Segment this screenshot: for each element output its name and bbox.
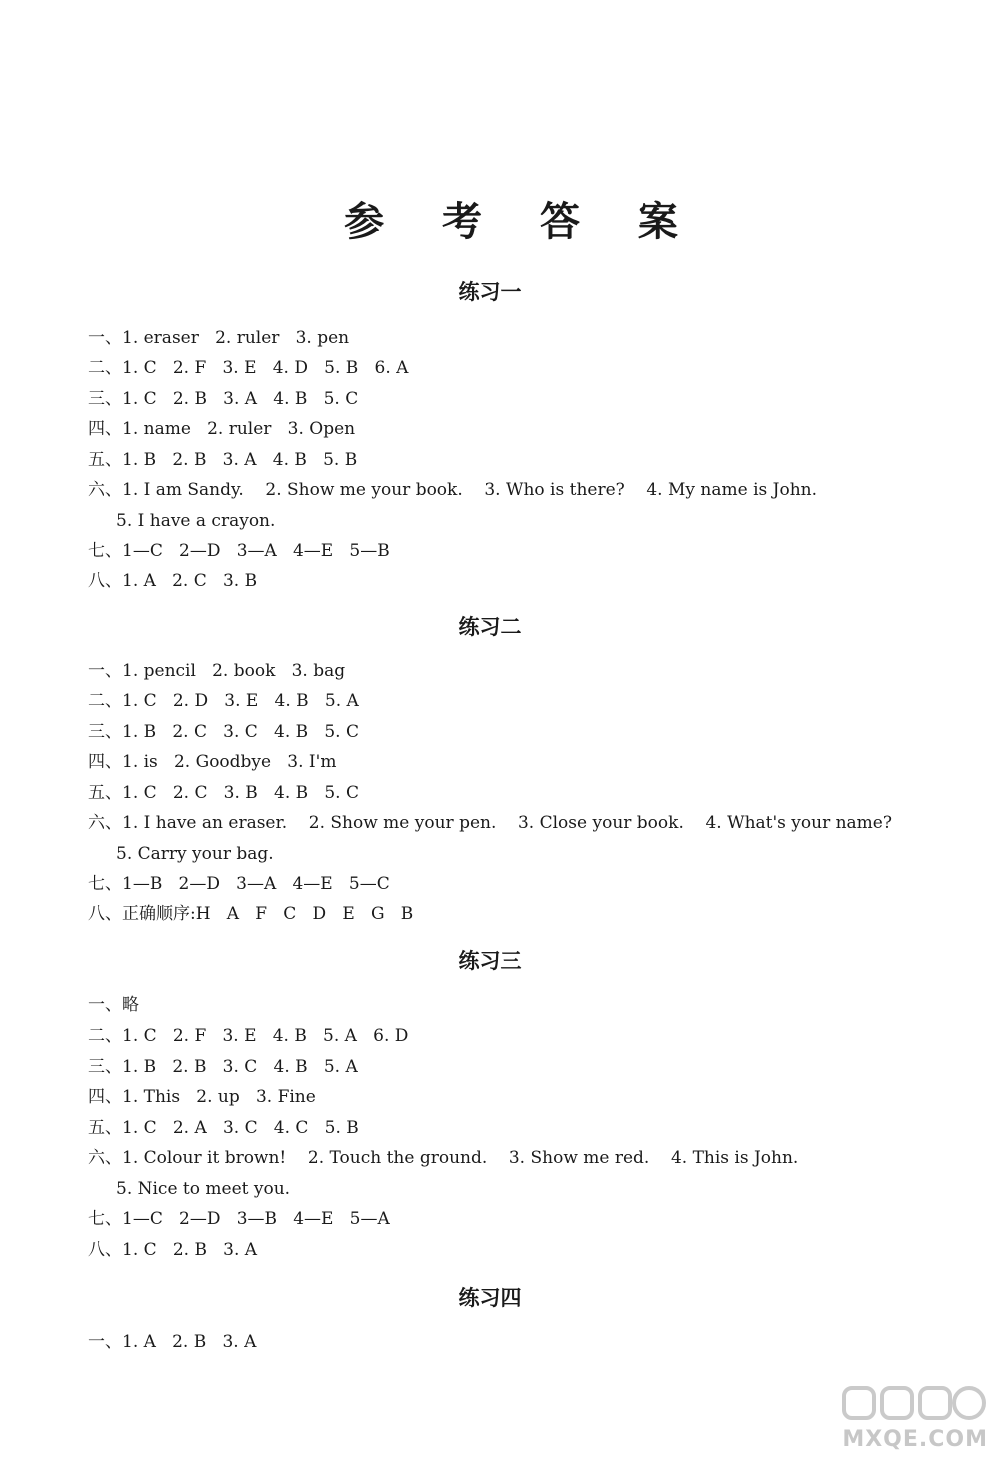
- watermark-text: MXQE.COM: [842, 1427, 988, 1452]
- watermark-logo-icon: [838, 1382, 988, 1426]
- answer-line: 五、1. C 2. C 3. B 4. B 5. C: [88, 783, 359, 803]
- answer-line: 六、1. I am Sandy. 2. Show me your book. 3. Who is there? 4. My name is John.: [88, 480, 817, 500]
- answer-line: 5. I have a crayon.: [116, 511, 276, 531]
- answer-line: 三、1. B 2. B 3. C 4. B 5. A: [88, 1057, 358, 1077]
- answer-line: 四、1. name 2. ruler 3. Open: [88, 419, 356, 439]
- section-heading-3: 练习三: [458, 949, 522, 973]
- answer-line: 八、1. C 2. B 3. A: [88, 1240, 258, 1260]
- answer-line: 一、略: [88, 995, 139, 1015]
- answer-line: 七、1—B 2—D 3—A 4—E 5—C: [88, 874, 390, 894]
- answer-line: 一、1. A 2. B 3. A: [88, 1332, 257, 1352]
- answer-line: 一、1. eraser 2. ruler 3. pen: [88, 328, 350, 348]
- section-heading-4: 练习四: [458, 1286, 522, 1310]
- answer-line: 四、1. This 2. up 3. Fine: [88, 1087, 316, 1107]
- answer-line: 八、正确顺序:H A F C D E G B: [88, 904, 414, 924]
- answer-line: 五、1. B 2. B 3. A 4. B 5. B: [88, 450, 358, 470]
- section-heading-1: 练习一: [458, 280, 522, 304]
- answer-line: 三、1. B 2. C 3. C 4. B 5. C: [88, 722, 359, 742]
- section-heading-2: 练习二: [458, 615, 522, 639]
- watermark: [838, 1382, 988, 1452]
- answer-line: 五、1. C 2. A 3. C 4. C 5. B: [88, 1118, 359, 1138]
- answer-line: 七、1—C 2—D 3—A 4—E 5—B: [88, 541, 390, 561]
- answer-line: 二、1. C 2. F 3. E 4. B 5. A 6. D: [88, 1026, 409, 1046]
- answer-line: 二、1. C 2. D 3. E 4. B 5. A: [88, 691, 359, 711]
- answer-line: 四、1. is 2. Goodbye 3. I'm: [88, 752, 337, 772]
- answer-line: 七、1—C 2—D 3—B 4—E 5—A: [88, 1209, 390, 1229]
- answer-line: 5. Carry your bag.: [116, 844, 274, 864]
- answer-line: 六、1. I have an eraser. 2. Show me your pen. 3. Close your book. 4. What's your name?: [88, 813, 892, 833]
- answer-line: 二、1. C 2. F 3. E 4. D 5. B 6. A: [88, 358, 409, 378]
- answer-line: 一、1. pencil 2. book 3. bag: [88, 661, 346, 681]
- answer-line: 三、1. C 2. B 3. A 4. B 5. C: [88, 389, 359, 409]
- page-title: 参 考 答 案: [344, 199, 700, 245]
- answer-line: 六、1. Colour it brown! 2. Touch the ground. 3. Show me red. 4. This is John.: [88, 1148, 799, 1168]
- answer-line: 5. Nice to meet you.: [116, 1179, 291, 1199]
- answer-line: 八、1. A 2. C 3. B: [88, 571, 258, 591]
